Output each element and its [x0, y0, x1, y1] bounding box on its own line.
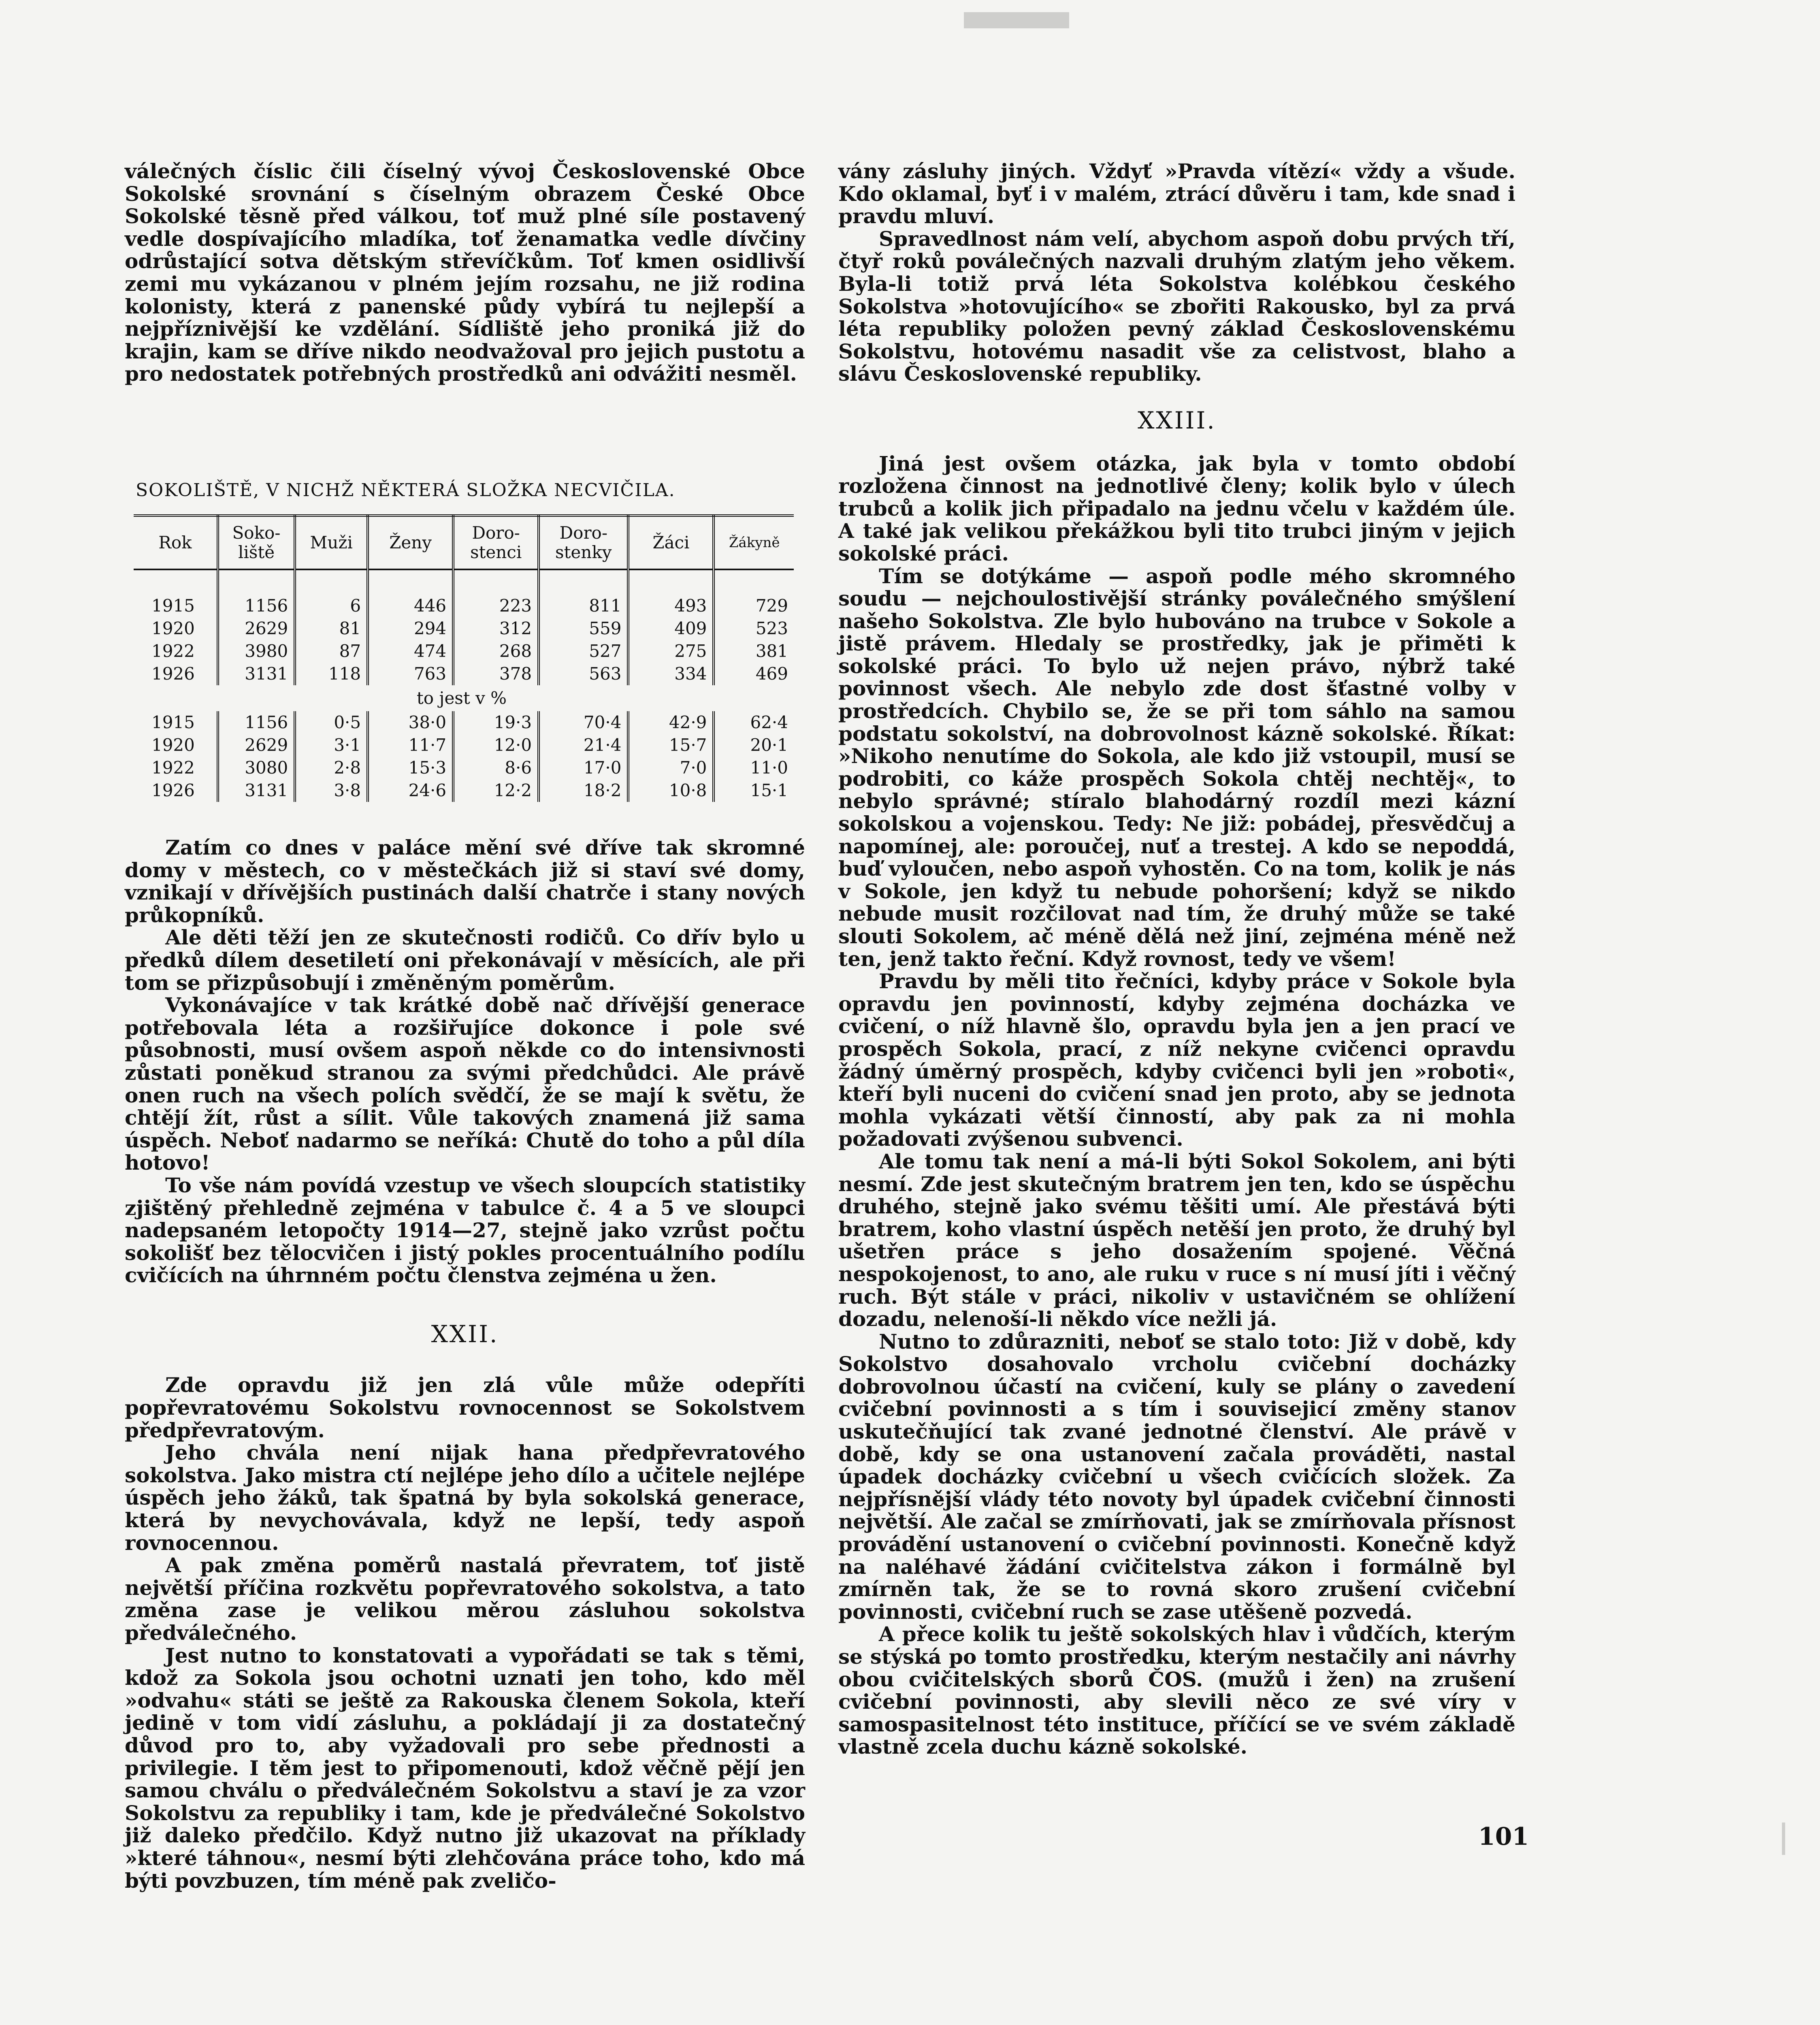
table-cell: 381: [755, 641, 788, 661]
header-line: liště: [238, 542, 275, 562]
table-cell: 527: [539, 640, 628, 663]
paragraph: Zatím co dnes v paláce mění své dříve tak skromné domy v městech, co v městečkách již si staví své domy, vznikají v dřívějších pustinách další chatrče i stany nových průkopníků.: [125, 836, 805, 927]
scan-mark-top: [964, 12, 1069, 28]
table-cell: 3080: [218, 757, 295, 779]
paragraph: Ale děti těží jen ze skutečnosti rodičů. Co dřív bylo u předků dílem desetiletí oni překonávají v měsících, ale při tom se přizpůsobují i změněným poměrům.: [125, 925, 805, 995]
table-cell: 12·0: [453, 734, 539, 757]
table-cell: 20·1: [750, 735, 788, 755]
table-cell: 334: [628, 663, 714, 685]
table-cell: [218, 569, 295, 595]
header-line: Ženy: [389, 533, 432, 552]
page-number: 101: [1478, 1823, 1529, 1851]
table-title: SOKOLIŠTĚ, V NICHŽ NĚKTERÁ SLOŽKA NECVIČILA.: [136, 480, 676, 501]
table-cell: 378: [453, 663, 539, 685]
table-cell: [628, 569, 714, 595]
table-cell: 294: [368, 617, 453, 640]
table-cell: 1926: [134, 663, 218, 685]
paragraph: Vykonávajíce v tak krátké době nač dřívější generace potřebovala léta a rozšiřujíce dokonce i pole své působnosti, musí ovšem aspoň někde co do intensivnosti zůstati poněkud stranou za svými předchůdci. Ale právě onen ruch na všech polích svědčí, že se mají k světu, že chtějí žít, růst a sílit. Vůle takových znamená již sama úspěch. Neboť nadarmo se neříká: Chutě do toho a půl díla hotovo!: [125, 993, 805, 1175]
paragraph: Zde opravdu již jen zlá vůle může odepříti popřevratovému Sokolstvu rovnocennost se Sokolstvem předpřevratovým.: [125, 1373, 805, 1442]
table-cell: 3·8: [295, 779, 368, 802]
table-cell: [368, 569, 453, 595]
table-cell: 312: [453, 617, 539, 640]
table-cell: 17·0: [539, 757, 628, 779]
table-cell: 3·1: [295, 734, 368, 757]
table-cell: 81: [295, 617, 368, 640]
header-line: Doro-: [472, 523, 520, 543]
table-cell: 1915: [134, 595, 218, 617]
table-cell: 2·8: [295, 757, 368, 779]
table-cell: 12·2: [453, 779, 539, 802]
paragraph: Ale tomu tak není a má-li býti Sokol Sokolem, ani býti nesmí. Zde jest skutečným bratrem jen ten, kdo se úspěchu druhého, stejně jako svému těšiti umí. Ale přestává býti bratrem, koho vlastní úspěch netěší jen proto, že druhý byl ušetřen práce s jeho dosažením spojené. Věčná nespokojenost, to ano, ale ruku v ruce s ní musí jíti i věčný ruch. Být stále v práci, nikoliv v ustavičném se ohlížení dozadu, nelenoší-li někdo více nežli já.: [838, 1149, 1515, 1331]
header-line: Žáci: [652, 533, 690, 552]
table-cell: 0·5: [295, 711, 368, 734]
percent-row: [134, 711, 794, 734]
table-cell: 523: [755, 618, 788, 638]
paragraph: Nutno to zdůrazniti, neboť se stalo toto: Již v době, kdy Sokolstvo dosahovalo vrcholu cvičební docházky dobrovolnou účastí na cvičení, kuly se plány o zavedení cvičební povinnosti a s tím i souvisejicí změny stanov uskutečňující tak zvané jednotné členství. Ale právě v době, kdy se ona ustanovení začala prováděti, nastal úpadek docházky cvičební u všech cvičících složek. Za nejpřísnější vlády této novoty byl úpadek cvičební činnosti největší. Ale začal se zmírňovati, jak se zmírňovala přísnost provádění ustanovení o cvičební povinnosti. Konečně když na naléhavé žádání cvičitelstva zákon i formálně byl zmírněn tak, že se to rovná skoro zrušení cvičební povinnosti, cvičební ruch se zase utěšeně pozvedá.: [838, 1329, 1515, 1624]
table-header: [628, 516, 714, 569]
table-header: [134, 516, 218, 569]
table-cell: [539, 569, 628, 595]
table-cell: 493: [628, 595, 714, 617]
header-line: Rok: [158, 533, 192, 552]
header-line: stenci: [470, 542, 522, 562]
header-line: Muži: [310, 533, 353, 552]
statistics-table: [134, 514, 794, 802]
table-cell: 1922: [134, 640, 218, 663]
table-cell: 70·4: [539, 711, 628, 734]
header-line: Žákyně: [729, 535, 780, 551]
table-cell: 223: [453, 595, 539, 617]
table-cell: 2629: [218, 617, 295, 640]
table-cell: 763: [368, 663, 453, 685]
table-cell: 811: [539, 595, 628, 617]
table-header: [368, 516, 453, 569]
table-cell: 1920: [134, 734, 218, 757]
percent-label: to jest v %: [416, 688, 507, 708]
table-cell: 2629: [218, 734, 295, 757]
left-column-top: [125, 160, 805, 385]
table-cell: 24·6: [368, 779, 453, 802]
table-cell: 18·2: [539, 779, 628, 802]
table-cell: 15·1: [750, 780, 788, 800]
table-cell: 275: [628, 640, 714, 663]
table-cell: 3980: [218, 640, 295, 663]
scan-mark-right: [1782, 1823, 1785, 1855]
table-cell: 15·7: [628, 734, 714, 757]
table-cell: 1156: [218, 711, 295, 734]
table-cell: 409: [628, 617, 714, 640]
table-header: [218, 516, 295, 569]
percent-row: [134, 757, 794, 779]
table-cell: 8·6: [453, 757, 539, 779]
table-cell: [134, 569, 218, 595]
table-cell: 3131: [218, 663, 295, 685]
right-column: [838, 160, 1515, 1758]
table-cell: 62·4: [750, 712, 788, 732]
header-line: Doro-: [559, 523, 608, 543]
paragraph: A pak změna poměrů nastalá převratem, toť jistě největší příčina rozkvětu popřevratového sokolstva, a tato změna zase je velikou měrou zásluhou sokolstva předválečného.: [125, 1553, 805, 1645]
section-heading: XXIII.: [1138, 406, 1216, 434]
absolute-row: [134, 617, 794, 640]
percent-label-row: [134, 685, 794, 711]
table-cell: 15·3: [368, 757, 453, 779]
table-cell: 19·3: [453, 711, 539, 734]
table-cell: 11·0: [750, 758, 788, 778]
table-cell: 559: [539, 617, 628, 640]
table-cell: 21·4: [539, 734, 628, 757]
spacer-row: [134, 569, 794, 595]
table-cell: 474: [368, 640, 453, 663]
table-cell: 1156: [218, 595, 295, 617]
table-cell: 1922: [134, 757, 218, 779]
paragraph: A přece kolik tu ještě sokolských hlav i vůdčích, kterým se stýská po tomto prostředku, kterým nestačily ani návrhy obou cvičitelských sborů ČOS. (mužů i žen) na zrušení cvičební povinnosti, aby slevili něco ze své víry v samospasitelnost této instituce, příčící se ve svém základě vlastně zcela duchu kázně sokolské.: [838, 1622, 1515, 1759]
paragraph: Pravdu by měli tito řečníci, kdyby práce v Sokole byla opravdu jen povinností, kdyby zejména docházka ve cvičení, o níž hlavně šlo, opravdu byla jen a jen prací ve prospěch Sokola, prací, z níž nekyne cvičenci opravdu žádný úměrný prospěch, kdyby cvičenci byli jen »roboti«, kteří byli nuceni do cvičení snad jen proto, aby se jednota mohla vykázati větší činností, aby pak za ni mohla požadovati zvýšenou subvenci.: [838, 969, 1515, 1151]
table-cell: 11·7: [368, 734, 453, 757]
paragraph: Jeho chvála není nijak hana předpřevratového sokolstva. Jako mistra ctí nejlépe jeho dílo a učitele nejlépe úspěch jeho žáků, tak špatná by byla sokolská generace, která by nevychovávala, když ne lepší, tedy aspoň rovnocennou.: [125, 1441, 805, 1555]
table-cell: 10·8: [628, 779, 714, 802]
paragraph: Jiná jest ovšem otázka, jak byla v tomto období rozložena činnost na jednotlivé členy; kolik bylo v úlech trubců a kolik jich připadalo na jednu včelu v každém úle. A také jak velikou překážkou byli tito trubci jiným v jejich sokolské práci.: [838, 451, 1515, 565]
table-cell: 563: [539, 663, 628, 685]
table-cell: 268: [453, 640, 539, 663]
table-header: [295, 516, 368, 569]
section-heading: XXII.: [431, 1320, 499, 1348]
table-cell: 3131: [218, 779, 295, 802]
table-header: [453, 516, 539, 569]
paragraph: To vše nám povídá vzestup ve všech sloupcích statistiky zjištěný přehledně zejména v tabulce č. 4 a 5 ve sloupci nadepsaném letopočty 1914—27, stejně jako vzrůst počtu sokolišť bez tělocvičen i jistý pokles procentuálního podílu cvičících na úhrnném počtu členstva zejména u žen.: [125, 1173, 805, 1287]
paragraph: Tím se dotýkáme — aspoň podle mého skromného soudu — nejchoulostivější stránky poválečného smýšlení našeho Sokolstva. Zle bylo hubováno na trubce v Sokole a jistě právem. Hledaly se prostředky, jak je přiměti k sokolské práci. To bylo už nejen právo, nýbrž také povinnost všech. Ale nebylo zde dost šťastné volby v prostředcích. Chybilo se, že se při tom sáhlo na samou podstatu sokolství, na dobrovolnost kázně sokolské. Říkat: »Nikoho nenutíme do Sokola, ale kdo již vstoupil, musí se podrobiti, co káže prospěch Sokola chtěj nechtěj«, to nebylo správné; stíralo blahodárný rozdíl mezi kázní sokolskou a vojenskou. Tedy: Ne již: pobádej, přesvědčuj a napomínej, ale: poroučej, nuť a trestej. A kdo se nepoddá, buď vyloučen, nebo aspoň vyhostěn. Co na tom, kolik je nás v Sokole, jen když tu nebude pohoršení; když se nikdo nebude musit rozčilovat nad tím, že druhý může se také slouti Sokolem, ač méně dělá než jiní, zejména méně než ten, jenž takto řeční. Když rovnost, tedy ve všem!: [838, 564, 1515, 971]
table-cell: 1926: [134, 779, 218, 802]
table-cell: 7·0: [628, 757, 714, 779]
absolute-row: [134, 663, 794, 685]
table-cell: [295, 569, 368, 595]
table-cell: 729: [755, 596, 788, 616]
absolute-row: [134, 640, 794, 663]
percent-row: [134, 779, 794, 802]
paragraph: vány zásluhy jiných. Vždyť »Pravda vítězí« vždy a všude. Kdo oklamal, byť i v malém, ztrácí důvěru i tam, kde snad i pravdu mluví.: [838, 159, 1515, 228]
table-cell: 42·9: [628, 711, 714, 734]
table-cell: 118: [295, 663, 368, 685]
table-cell: [453, 569, 539, 595]
table-cell: [714, 569, 794, 595]
paragraph: Jest nutno to konstatovati a vypořádati se tak s těmi, kdož za Sokola jsou ochotni uznati jen toho, kdo měl »odvahu« státi se ještě za Rakouska členem Sokola, kteří jedině v tom vidí zásluhu, a pokládají ji za dostatečný důvod pro to, aby vyžadovali pro sebe přednosti a privilegie. I těm jest to připomenouti, kdož věčně pějí jen samou chválu o předválečném Sokolstvu a staví je za vzor Sokolstvu za republiky i tam, kde je předválečné Sokolstvo již daleko předčilo. Když nutno již ukazovat na příklady »které táhnou«, nesmí býti zlehčována práce toho, kdo má býti povzbuzen, tím méně pak zveličo-: [125, 1643, 805, 1893]
header-line: Soko-: [232, 523, 281, 543]
paragraph: Spravedlnost nám velí, abychom aspoň dobu prvých tří, čtyř roků poválečných nazvali druhým zlatým jeho věkem. Byla-li totiž prvá léta Sokolstva kolébkou českého Sokolstva »hotovujícího« se zbořiti Rakousko, byl za prvá léta republiky položen pevný základ Československému Sokolstvu, hotovému nasadit vše za celistvost, blaho a slávu Československé republiky.: [838, 226, 1515, 386]
table-cell: 6: [295, 595, 368, 617]
absolute-row: [134, 595, 794, 617]
table-header: [539, 516, 628, 569]
table-header-row: [134, 516, 794, 569]
header-line: stenky: [555, 542, 612, 562]
table-cell: 1920: [134, 617, 218, 640]
table-header: [714, 516, 794, 569]
paragraph: válečných číslic čili číselný vývoj Československé Obce Sokolské srovnání s číselným obrazem České Obce Sokolské těsně před válkou, toť muž plné síle postavený vedle dospívajícího mladíka, toť ženamatka vedle dívčiny odrůstající sotva dětským střevíčkům. Toť kmen osidlivší zemi mu vykázanou v plném jejím rozsahu, ne již rodina kolonisty, která z panenské půdy vybírá tu nejlepší a nejpříznivější ke vzdělání. Sídliště jeho proniká již do krajin, kam se dříve nikdo neodvažoval pro jejich pustotu a pro nedostatek potřebných prostředků ani odvážiti nesměl.: [125, 159, 805, 386]
table-cell: 469: [755, 664, 788, 684]
table-cell: 1915: [134, 711, 218, 734]
table-cell: 446: [368, 595, 453, 617]
percent-row: [134, 734, 794, 757]
table-cell: 87: [295, 640, 368, 663]
table-cell: 38·0: [368, 711, 453, 734]
left-column-bottom: [125, 836, 805, 1892]
